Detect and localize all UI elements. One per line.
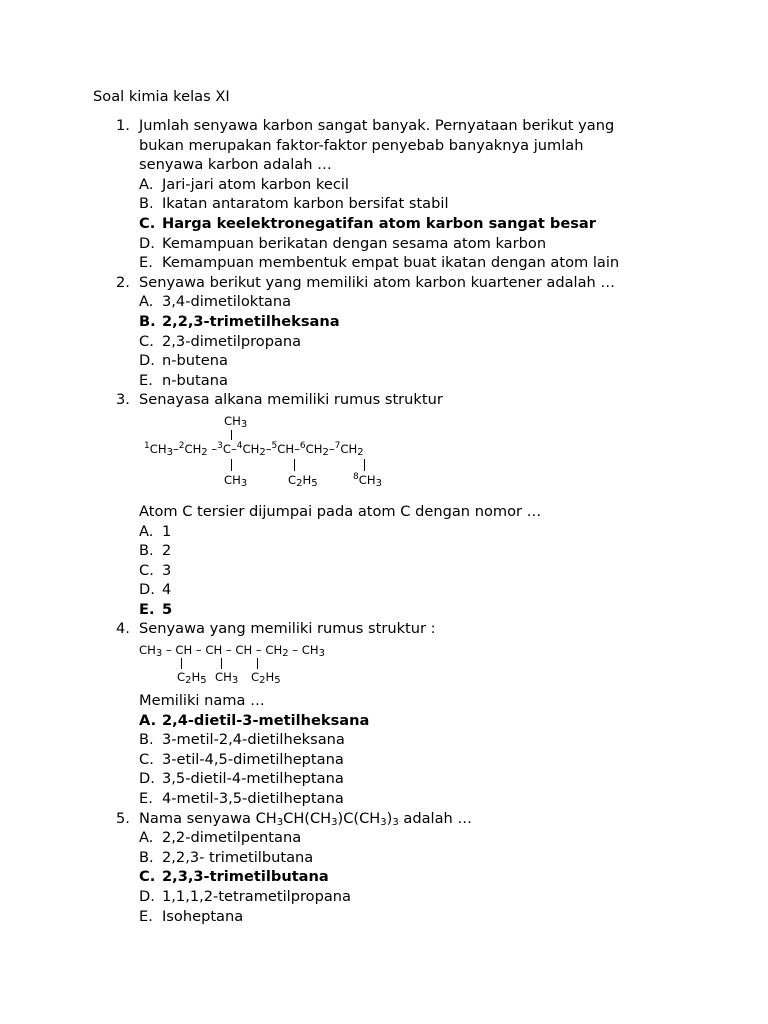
option-c: C. 3-etil-4,5-dimetilheptana — [139, 750, 344, 768]
question-5 — [0, 809, 768, 927]
bond-line — [181, 658, 182, 669]
structural-formula-q4 — [134, 641, 354, 689]
option-d: D. 1,1,1,2-tetrametilpropana — [139, 888, 351, 905]
structural-formula-q3 — [134, 412, 394, 502]
formula-substituent: $^8CH_3$ — [353, 471, 382, 489]
question-2 — [0, 273, 768, 391]
option-a-answer: A. 2,4-dietil-3-metilheksana — [139, 711, 370, 729]
option-e: E. Kemampuan membentuk empat buat ikatan dengan atom lain — [139, 254, 620, 272]
question-number: 1. — [116, 117, 130, 134]
question-1 — [0, 116, 768, 273]
option-c: C. 3 — [139, 561, 172, 579]
option-b: B. 2,2,3- trimetilbutana — [139, 848, 314, 866]
option-b-answer: B. 2,2,3-trimetilheksana — [139, 312, 340, 330]
question-text: Atom C tersier dijumpai pada atom C dengan nomor … — [139, 502, 542, 520]
option-d: D. 3,5-dietil-4-metilheptana — [139, 770, 344, 788]
formula-substituent: $C_2H_5$ — [177, 670, 207, 687]
question-list — [0, 116, 768, 926]
option-b: B. 3-metil-2,4-dietilheksana — [139, 731, 345, 749]
bond-line — [364, 459, 365, 471]
option-b: B. Ikatan antaratom karbon bersifat stabil — [139, 195, 449, 213]
bond-line — [294, 459, 295, 471]
option-a: A. 3,4-dimetiloktana — [139, 293, 292, 311]
document-title: Soal kimia kelas XI — [93, 88, 230, 105]
question-text: Jumlah senyawa karbon sangat banyak. Pernyataan berikut yang — [139, 117, 615, 134]
formula-main-chain: $CH_3$ – CH – CH – CH – $CH_2 - CH_3$ — [139, 643, 325, 660]
option-c-answer: C. Harga keelektronegatifan atom karbon sangat besar — [139, 214, 596, 232]
option-b: B. 2 — [139, 542, 172, 560]
question-text: senyawa karbon adalah … — [139, 156, 332, 174]
option-e: E. Isoheptana — [139, 907, 244, 925]
option-d: D. 4 — [139, 581, 172, 599]
question-text: Nama senyawa $CH_3CH(CH_3)C(CH_3)_3$ adalah … — [139, 809, 473, 828]
question-number: 4. — [116, 620, 130, 638]
formula-substituent: $C_2H_5$ — [251, 670, 281, 687]
option-a: A. 1 — [139, 522, 172, 540]
question-text: Senayasa alkana memiliki rumus struktur — [139, 391, 443, 409]
option-d: D. Kemampuan berikatan dengan sesama atom karbon — [139, 234, 547, 252]
bond-line — [231, 459, 232, 471]
question-4 — [0, 619, 768, 808]
question-3 — [0, 390, 768, 619]
option-a: A. Jari-jari atom karbon kecil — [139, 175, 349, 193]
question-text: bukan merupakan faktor-faktor penyebab banyaknya jumlah — [139, 136, 584, 154]
option-e: E. n-butana — [139, 371, 228, 389]
formula-substituent: $CH_3$ — [215, 670, 239, 687]
option-c: C. 2,3-dimetilpropana — [139, 332, 302, 350]
formula-substituent: $CH_3$ — [224, 472, 248, 489]
option-d: D. n-butena — [139, 352, 228, 370]
option-e: E. 4-metil-3,5-dietilheptana — [139, 790, 344, 808]
bond-line — [221, 658, 222, 669]
bond-line — [257, 658, 258, 669]
question-number: 5. — [116, 809, 130, 827]
formula-main-chain: $^1CH_3-^2CH_2$ $-^3C-^4CH_2-^5CH-^6CH_2-^7CH_2$ — [144, 440, 364, 458]
question-text: Senyawa yang memiliki rumus struktur : — [139, 620, 436, 638]
formula-top-substituent: $CH_3$ — [224, 413, 248, 430]
option-a: A. 2,2-dimetilpentana — [139, 829, 302, 847]
question-text: Senyawa berikut yang memiliki atom karbon kuartener adalah … — [139, 273, 616, 291]
question-number: 3. — [116, 391, 130, 409]
option-c-answer: C. 2,3,3-trimetilbutana — [139, 868, 329, 886]
question-number: 2. — [116, 273, 130, 291]
bond-line — [231, 430, 232, 440]
option-e-answer: E. 5 — [139, 600, 173, 618]
question-text: Memiliki nama … — [139, 692, 265, 710]
formula-substituent: $C_2H_5$ — [288, 472, 318, 489]
